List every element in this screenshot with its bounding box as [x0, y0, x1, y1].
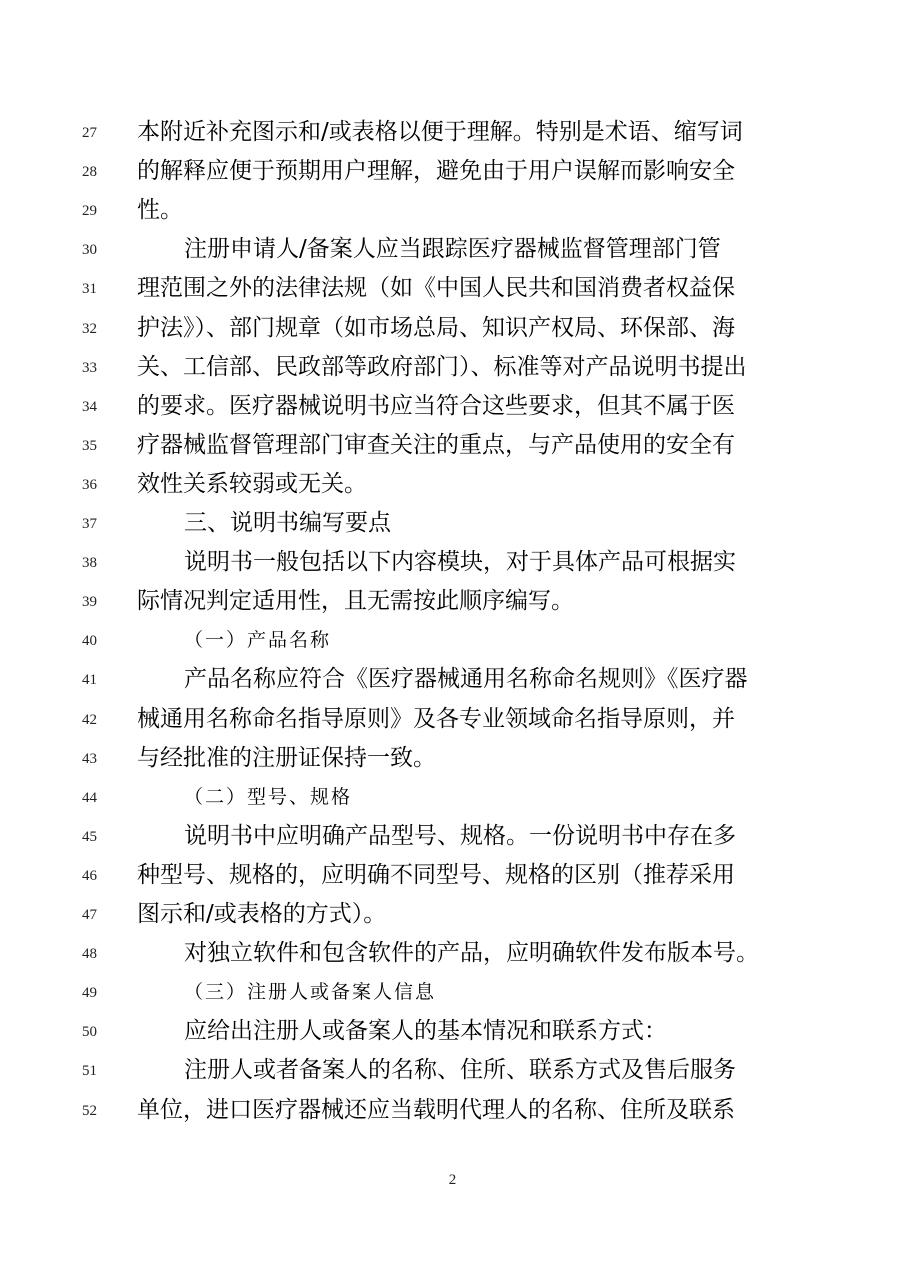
document-line — [0, 544, 905, 583]
line-number: 37 — [82, 516, 97, 532]
section-heading: （一）产品名称 — [184, 629, 332, 652]
line-number: 42 — [82, 711, 97, 728]
line-number: 34 — [82, 398, 97, 415]
line-number: 39 — [82, 594, 97, 611]
document-line — [0, 779, 905, 818]
document-line — [0, 388, 905, 427]
paragraph-text: 图示和/或表格的方式）。 — [137, 901, 387, 927]
document-line — [0, 935, 905, 974]
document-line — [0, 1052, 905, 1091]
document-line — [0, 1013, 905, 1052]
paragraph-text: 说明书一般包括以下内容模块，对于具体产品可根据实 — [184, 549, 736, 576]
paragraph-text: 应给出注册人或备案人的基本情况和联系方式： — [184, 1018, 667, 1045]
line-number: 27 — [82, 125, 97, 141]
line-number: 50 — [82, 1024, 97, 1041]
line-number: 30 — [82, 242, 97, 259]
line-number: 47 — [82, 907, 97, 923]
paragraph-text: 效性关系较弱或无关。 — [137, 470, 367, 497]
line-number: 52 — [82, 1102, 97, 1119]
paragraph-text: 本附近补充图示和/或表格以便于理解。特别是术语、缩写词 — [137, 119, 743, 145]
document-line — [0, 153, 905, 192]
document-line — [0, 818, 905, 857]
paragraph-text: 的解释应便于预期用户理解，避免由于用户误解而影响安全 — [137, 158, 735, 185]
paragraph-text: 单位，进口医疗器械还应当载明代理人的名称、住所及联系 — [137, 1096, 735, 1123]
line-number: 48 — [82, 946, 97, 963]
document-line — [0, 1092, 905, 1131]
document-line — [0, 974, 905, 1013]
paragraph-text: 疗器械监督管理部门审查关注的重点，与产品使用的安全有 — [137, 431, 735, 458]
line-number: 31 — [82, 281, 97, 298]
line-number: 36 — [82, 476, 97, 493]
line-number: 45 — [82, 828, 97, 845]
document-line — [0, 349, 905, 388]
paragraph-text: 械通用名称命名指导原则》及各专业领域命名指导原则，并 — [137, 705, 735, 732]
document-line — [0, 505, 905, 544]
line-number: 40 — [82, 633, 97, 650]
line-number: 38 — [82, 555, 97, 572]
document-line — [0, 896, 905, 935]
document-line — [0, 857, 905, 896]
document-line — [0, 740, 905, 779]
line-number: 43 — [82, 750, 97, 767]
paragraph-text: 理范围之外的法律法规（如《中国人民共和国消费者权益保 — [137, 275, 735, 302]
line-number: 33 — [82, 359, 97, 376]
line-number: 44 — [82, 789, 97, 806]
paragraph-text: 际情况判定适用性，且无需按此顺序编写。 — [137, 588, 574, 615]
document-line — [0, 583, 905, 622]
page-number: 2 — [448, 1172, 457, 1188]
line-number: 41 — [82, 672, 97, 689]
paragraph-text: 注册申请人/备案人应当跟踪医疗器械监督管理部门管 — [184, 236, 721, 263]
paragraph-text: 性。 — [137, 197, 183, 224]
paragraph-text: 三、说明书编写要点 — [184, 510, 391, 536]
line-number: 29 — [82, 203, 97, 220]
paragraph-text: 说明书中应明确产品型号、规格。一份说明书中存在多 — [184, 822, 736, 849]
paragraph-text: 与经批准的注册证保持一致。 — [137, 744, 436, 771]
paragraph-text: 护法》）、部门规章（如市场总局、知识产权局、环保部、海 — [137, 314, 735, 341]
paragraph-text: 的要求。医疗器械说明书应当符合这些要求，但其不属于医 — [137, 392, 735, 419]
document-line — [0, 701, 905, 740]
document-line — [0, 231, 905, 270]
paragraph-text: 关、工信部、民政部等政府部门）、标准等对产品说明书提出 — [137, 353, 747, 380]
document-line — [0, 622, 905, 661]
document-line — [0, 192, 905, 231]
line-number: 51 — [82, 1063, 97, 1080]
document-line — [0, 114, 905, 153]
line-number: 46 — [82, 867, 97, 884]
paragraph-text: 注册人或者备案人的名称、住所、联系方式及售后服务 — [184, 1057, 736, 1084]
document-line — [0, 661, 905, 700]
document-line — [0, 270, 905, 309]
line-number: 32 — [82, 320, 97, 337]
paragraph-text: 种型号、规格的，应明确不同型号、规格的区别（推荐采用 — [137, 861, 735, 888]
paragraph-text: 产品名称应符合《医疗器械通用名称命名规则》《医疗器 — [184, 666, 748, 693]
line-number: 49 — [82, 985, 97, 1002]
document-line — [0, 310, 905, 349]
document-line — [0, 466, 905, 505]
section-heading: （三）注册人或备案人信息 — [184, 981, 437, 1004]
line-number: 28 — [82, 164, 97, 181]
document-line — [0, 427, 905, 466]
paragraph-text: 对独立软件和包含软件的产品，应明确软件发布版本号。 — [184, 940, 759, 967]
line-number: 35 — [82, 437, 97, 454]
section-heading: （二）型号、规格 — [184, 785, 353, 808]
